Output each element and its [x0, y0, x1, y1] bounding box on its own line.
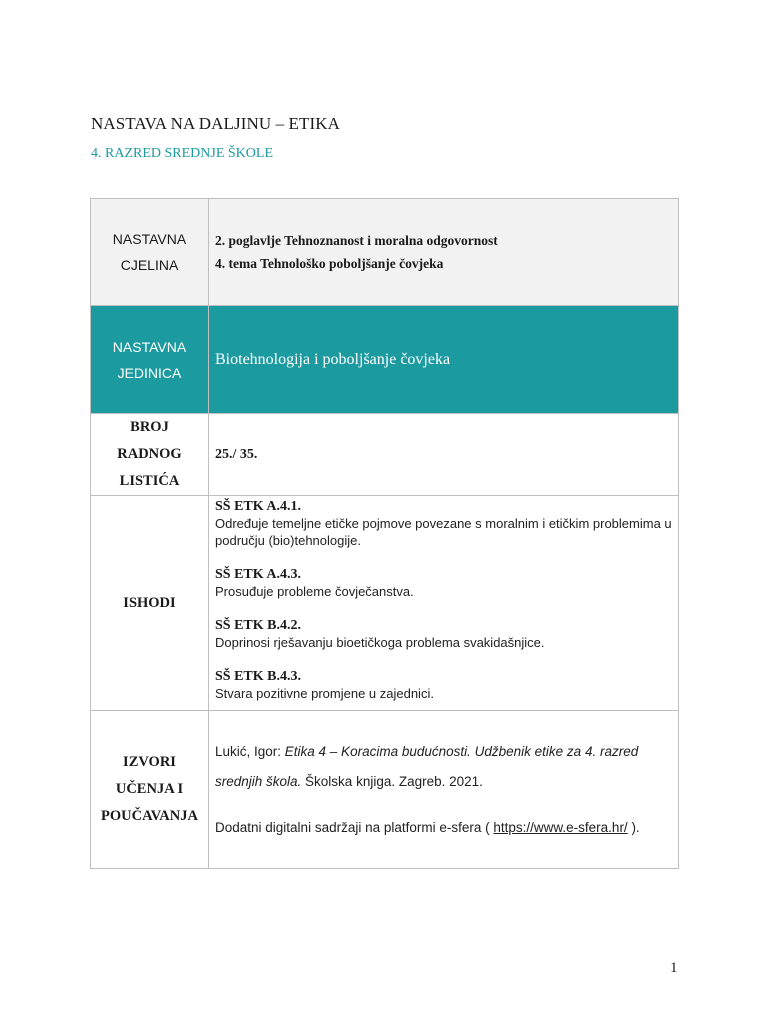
worksheet-label-line: RADNOG: [117, 446, 182, 462]
digital-content-note: [215, 813, 678, 843]
sources-label-line: IZVORI: [123, 754, 176, 770]
table-row-sources: [91, 711, 679, 869]
outcome-item: [215, 617, 678, 651]
unit-label-cell: [91, 199, 209, 306]
table-row-unit: [91, 199, 679, 306]
outcome-description: Doprinosi rješavanju bioetičkoga problema svakidašnjice.: [215, 635, 545, 650]
worksheet-value: 25./ 35.: [215, 446, 258, 462]
outcome-item: [215, 668, 678, 702]
textbook-author: Lukić, Igor:: [215, 743, 285, 759]
sources-cell: [209, 711, 679, 869]
outcome-item: [215, 566, 678, 600]
outcome-code: SŠ ETK B.4.3.: [215, 669, 301, 684]
unit-theme: 4. tema Tehnološko poboljšanje čovjeka: [215, 256, 444, 271]
unit-label-line: NASTAVNA: [112, 231, 187, 247]
table-row-lesson: [91, 306, 679, 414]
outcome-description: Prosuđuje probleme čovječanstva.: [215, 584, 414, 599]
worksheet-label-line: LISTIĆA: [119, 473, 180, 489]
outcome-description: Stvara pozitivne promjene u zajednici.: [215, 686, 434, 701]
outcome-description: Određuje temeljne etičke pojmove povezane s moralnim i etičkim problemima u području (bio)tehnologije.: [215, 516, 672, 548]
digital-suffix: ).: [627, 819, 640, 835]
worksheet-label-cell: [91, 414, 209, 496]
outcome-item: [215, 498, 678, 549]
e-sfera-link[interactable]: https://www.e-sfera.hr/: [493, 819, 628, 835]
lesson-label-cell: [91, 306, 209, 414]
outcome-code: SŠ ETK B.4.2.: [215, 618, 301, 633]
unit-label-line: CJELINA: [120, 257, 179, 273]
unit-chapter: 2. poglavlje Tehnoznanost i moralna odgovornost: [215, 233, 498, 248]
digital-prefix: Dodatni digitalni sadržaji na platformi e-sfera (: [215, 819, 494, 835]
page-number: 1: [670, 960, 678, 976]
outcome-code: SŠ ETK A.4.1.: [215, 499, 301, 514]
document-subtitle: 4. RAZRED SREDNJE ŠKOLE: [91, 146, 274, 161]
lesson-value-cell: [209, 306, 679, 414]
outcomes-label: ISHODI: [123, 594, 176, 611]
table-row-worksheet: [91, 414, 679, 496]
worksheet-value-cell: [209, 414, 679, 496]
outcomes-label-cell: [91, 496, 209, 711]
lesson-value: Biotehnologija i poboljšanje čovjeka: [215, 350, 451, 368]
textbook-title: Etika 4 – Koracima budućnosti. Udžbenik etike za 4. razred srednjih škola.: [215, 743, 639, 789]
outcomes-cell: [209, 496, 679, 711]
document-title: NASTAVA NA DALJINU – ETIKA: [91, 114, 341, 133]
sources-label-line: POUČAVANJA: [101, 808, 198, 824]
outcome-code: SŠ ETK A.4.3.: [215, 567, 301, 582]
lesson-label-line: JEDINICA: [117, 364, 182, 381]
lesson-info-table: [90, 198, 679, 869]
table-row-outcomes: [91, 496, 679, 711]
sources-label-line: UČENJA I: [115, 781, 184, 797]
worksheet-label-line: BROJ: [130, 419, 169, 435]
textbook-reference: [215, 737, 678, 797]
sources-label-cell: [91, 711, 209, 869]
unit-value-cell: [209, 199, 679, 306]
lesson-label-line: NASTAVNA: [112, 338, 187, 355]
textbook-publisher: Školska knjiga. Zagreb. 2021.: [301, 773, 483, 789]
